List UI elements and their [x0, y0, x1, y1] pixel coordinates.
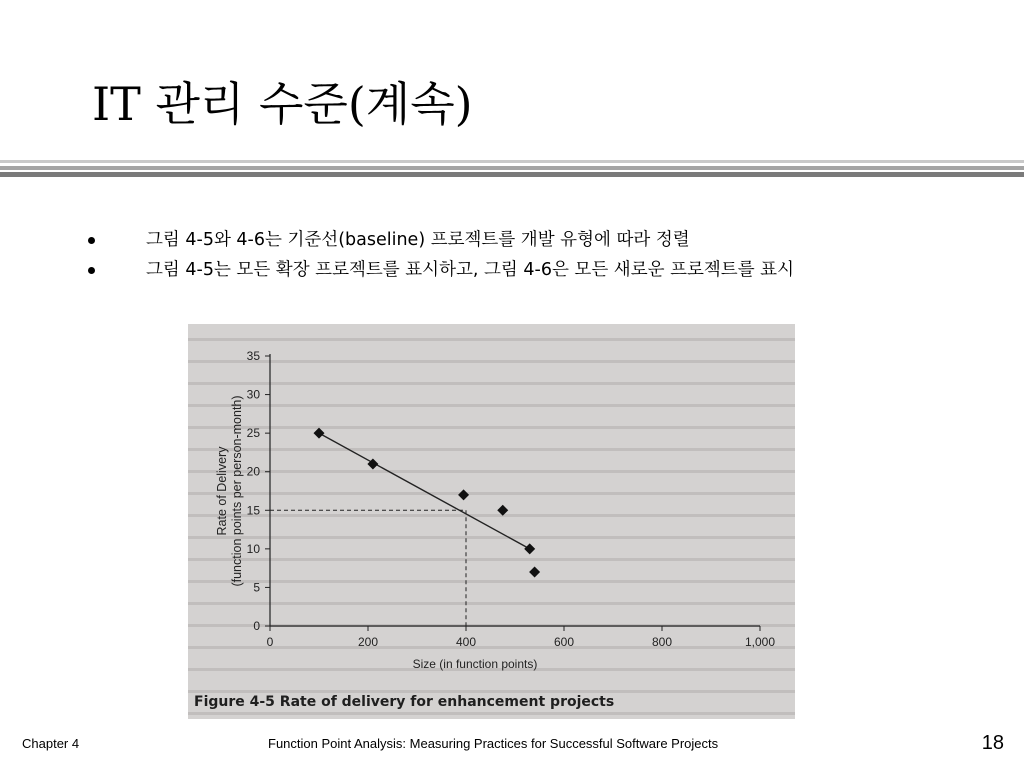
- scan-noise-line: [188, 690, 795, 693]
- x-tick-label: 600: [553, 635, 575, 649]
- scan-noise-line: [188, 558, 795, 561]
- footer-chapter: Chapter 4: [22, 736, 80, 751]
- scan-noise-line: [188, 492, 795, 495]
- title-divider-3: [0, 172, 1024, 177]
- data-point-marker: [314, 428, 325, 439]
- data-point-marker: [524, 543, 535, 554]
- bullet-item: [88, 228, 848, 252]
- y-tick-label: 15: [246, 503, 260, 518]
- scan-noise-line: [188, 382, 795, 385]
- slide-title: IT 관리 수준(계속): [92, 77, 473, 131]
- y-tick-label: 5: [253, 580, 260, 595]
- x-axis-label: Size (in function points): [412, 657, 538, 671]
- scan-noise-line: [188, 360, 795, 363]
- title-divider-2: [0, 166, 1024, 170]
- y-axis-label: Rate of Delivery: [215, 446, 229, 536]
- y-tick-label: 10: [246, 541, 260, 556]
- bullet-dot-icon: [88, 237, 95, 244]
- data-point-marker: [529, 567, 540, 578]
- x-tick-label: 800: [651, 635, 673, 649]
- y-tick-label: 20: [246, 464, 260, 479]
- scan-noise-line: [188, 536, 795, 539]
- x-tick-label: 0: [266, 635, 274, 649]
- bullet-text: 그림 4-5는 모든 확장 프로젝트를 표시하고, 그림 4-6은 모든 새로운 프로젝트를 표시: [146, 260, 794, 280]
- page-number: 18: [981, 732, 1004, 754]
- scan-noise-line: [188, 646, 795, 649]
- title-divider: [0, 160, 1024, 163]
- bullet-dot-icon: [88, 267, 95, 274]
- scan-noise-line: [188, 580, 795, 583]
- scan-noise-line: [188, 514, 795, 517]
- bullet-list: [88, 228, 848, 288]
- y-tick-label: 30: [246, 387, 260, 402]
- y-axis-label: (function points per person-month): [230, 395, 244, 587]
- scan-noise-line: [188, 426, 795, 429]
- reference-dashed-line: [270, 510, 466, 626]
- figure-caption: Figure 4-5 Rate of delivery for enhancement projects: [194, 694, 615, 710]
- scan-noise-line: [188, 470, 795, 473]
- scan-noise-line: [188, 602, 795, 605]
- scan-noise-line: [188, 404, 795, 407]
- scan-noise-line: [188, 712, 795, 715]
- x-tick-label: 200: [357, 635, 379, 649]
- bullet-text: 그림 4-5와 4-6는 기준선(baseline) 프로젝트를 개발 유형에 따라 정렬: [146, 230, 690, 250]
- scan-noise-line: [188, 448, 795, 451]
- scatter-chart: [188, 324, 795, 719]
- x-tick-label: 400: [455, 635, 477, 649]
- y-tick-label: 0: [253, 619, 260, 633]
- x-tick-label: 1,000: [744, 635, 776, 649]
- scan-noise-line: [188, 338, 795, 341]
- footer-book-title: Function Point Analysis: Measuring Practices for Successful Software Projects: [268, 736, 719, 751]
- bullet-item: [88, 258, 848, 282]
- y-tick-label: 35: [246, 349, 260, 363]
- y-tick-label: 25: [246, 426, 260, 441]
- data-point-marker: [458, 489, 469, 500]
- scanned-figure: [188, 324, 795, 719]
